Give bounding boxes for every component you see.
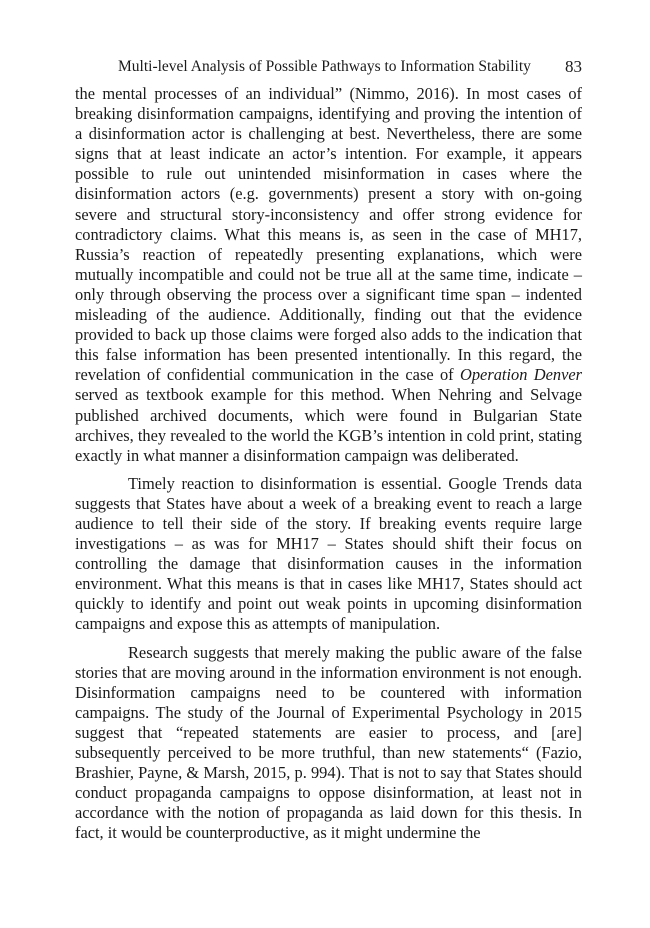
paragraph-3: Research suggests that merely making the public aware of the false stories that are moving around in the information environment is not enough. Disinformation campaigns need to be countered with information campaigns. The study of the Journal of Experimental Psychology in 2015 suggest that “repeated statements are easier to process, and [are] subsequently perceived to be more truthful, than new statements“ (Fazio, Brashier, Payne, & Marsh, 2015, p. 994). That is not to say that States should conduct propaganda campaigns to oppose disinformation, at least not in accordance with the notion of propaganda as laid down for this thesis. In fact, it would be counterproductive, as it might undermine the — [75, 642, 582, 843]
paragraph-1-text-after: served as textbook example for this method. When Nehring and Selvage published archived documents, which were found in Bulgarian State archives, they revealed to the world the KGB’s intention in cold print, stating exactly in what manner a disinformation campaign was deliberated. — [75, 385, 582, 465]
running-header — [75, 54, 582, 80]
paragraph-1 — [75, 84, 582, 466]
document-page — [75, 54, 582, 843]
operation-denver-italic: Operation Denver — [460, 365, 582, 385]
paragraph-1-text-before: the mental processes of an individual” (Nimmo, 2016). In most cases of breaking disinformation campaigns, identifying and proving the intention of a disinformation actor is challenging at best. Nevertheless, there are some signs that at least indicate an actor’s intention. For example, it appears possible to rule out unintended misinformation in cases where the disinformation actors (e.g. governments) present a story with on-going severe and structural story-inconsistency and offer strong evidence for contradictory claims. What this means is, as seen in the case of MH17, Russia’s reaction of repeatedly presenting explanations, which were mutually incompatible and could not be true all at the same time, indicate – only through observing the process over a significant time span – indented misleading of the audience. Additionally, finding out that the evidence provided to back up those claims were forged also adds to the indication that this false information has been presented intentionally. In this regard, the revelation of confidential communication in the case of — [75, 84, 582, 385]
page-number: 83 — [565, 57, 582, 76]
running-title: Multi-level Analysis of Possible Pathways to Information Stability — [118, 58, 531, 75]
paragraph-2: Timely reaction to disinformation is essential. Google Trends data suggests that States have about a week of a breaking event to reach a large audience to tell their side of the story. If breaking events require large investigations – as was for MH17 – States should shift their focus on controlling the damage that disinformation causes in the information environment. What this means is that in cases like MH17, States should act quickly to identify and point out weak points in upcoming disinformation campaigns and expose this as attempts of manipulation. — [75, 473, 582, 634]
body-text — [75, 84, 582, 843]
